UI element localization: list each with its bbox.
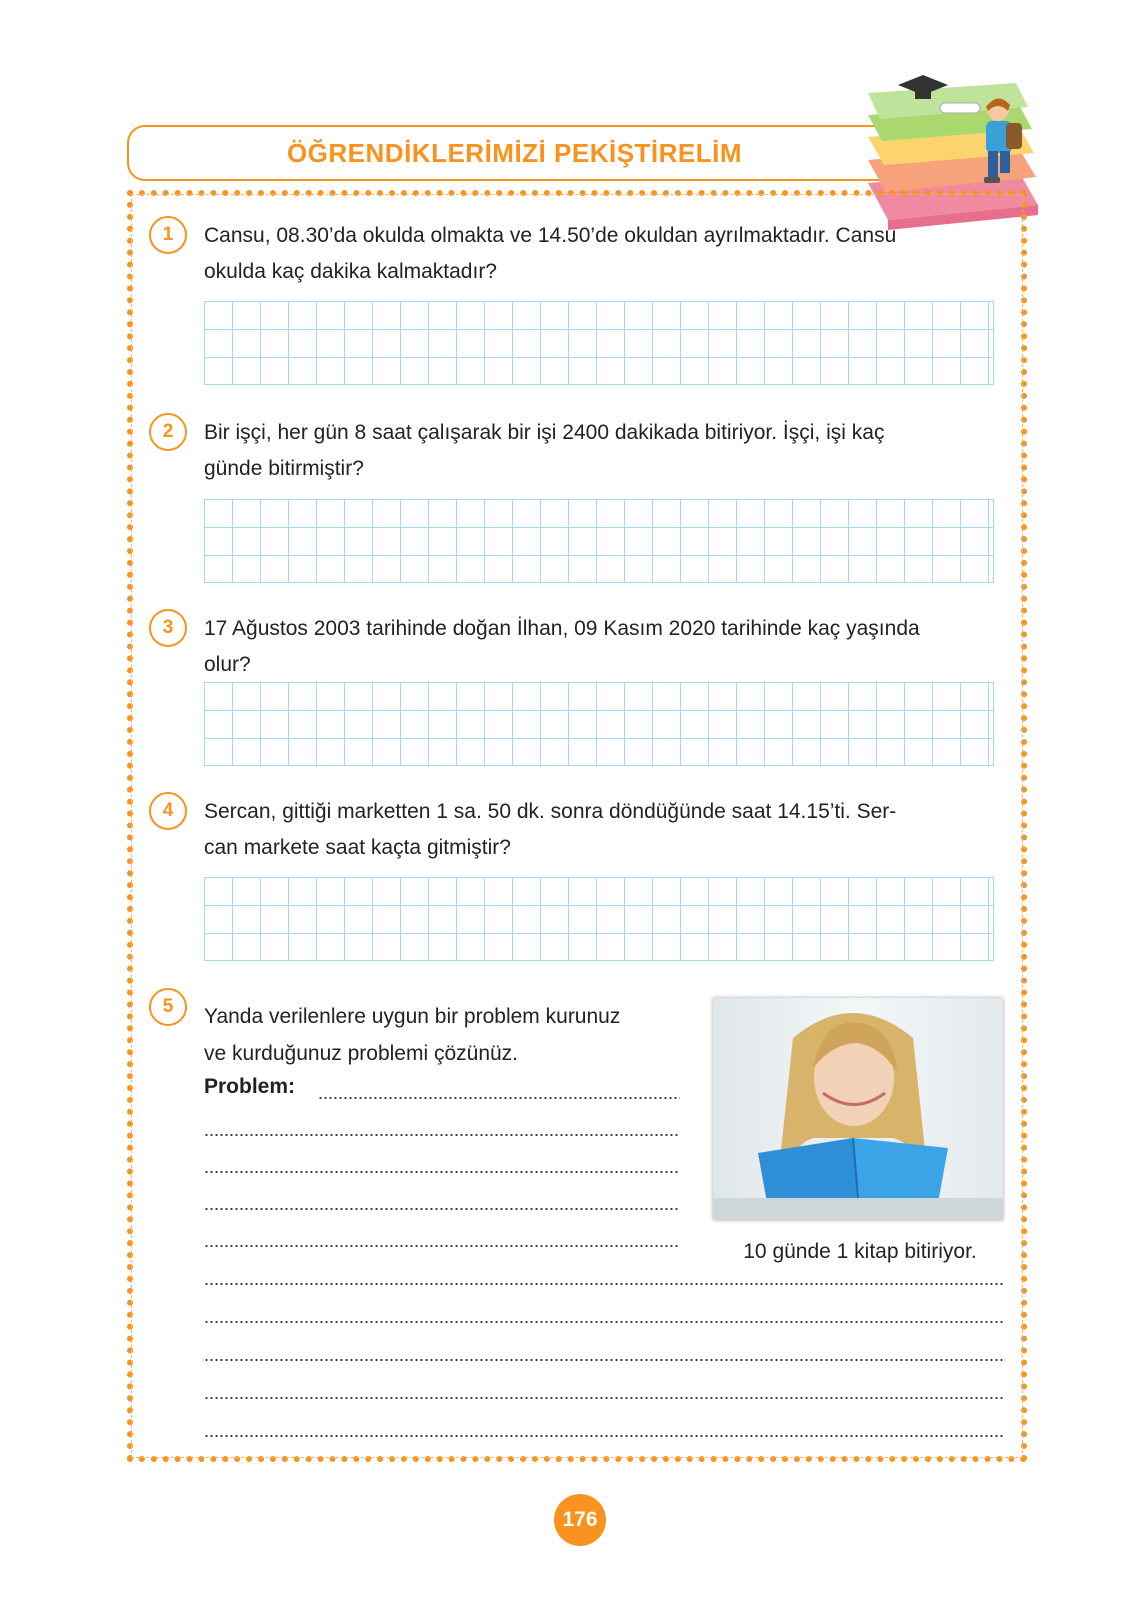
answer-line[interactable] (204, 1245, 680, 1247)
question-2-line-1: Bir işçi, her gün 8 saat çalışarak bir işi 2400 dakikada bitiriyor. İşçi, işi kaç (204, 421, 885, 444)
section-title-box (127, 125, 917, 181)
question-5-text (204, 998, 684, 1072)
question-3-number: 3 (149, 609, 187, 647)
problem-label: Problem: (204, 1075, 296, 1098)
question-4-line-2: can markete saat kaçta gitmiştir? (204, 836, 511, 859)
question-4-number: 4 (149, 792, 187, 830)
question-2-number: 2 (149, 413, 187, 451)
question-1-number: 1 (149, 216, 187, 254)
question-2-text (204, 415, 1010, 487)
question-2-line-2: günde bitirmiştir? (204, 457, 364, 480)
answer-line[interactable] (204, 1435, 1004, 1437)
question-1-text (204, 218, 1010, 290)
question-1-line-1: Cansu, 08.30’da okulda olmakta ve 14.50’de okuldan ayrılmaktadır. Cansu (204, 224, 897, 247)
question-3-line-2: olur? (204, 653, 251, 676)
photo-caption: 10 günde 1 kitap bitiriyor. (743, 1240, 977, 1263)
question-3-text (204, 611, 1010, 683)
question-2-answer-grid[interactable] (204, 499, 994, 583)
answer-line[interactable] (204, 1283, 1004, 1285)
answer-line[interactable] (204, 1397, 1004, 1399)
answer-line[interactable] (318, 1097, 680, 1099)
section-title: ÖĞRENDİKLERİMİZİ PEKİŞTİRELİM (286, 137, 743, 168)
answer-line[interactable] (204, 1359, 1004, 1361)
question-3-line-1: 17 Ağustos 2003 tarihinde doğan İlhan, 09 Kasım 2020 tarihinde kaç yaşında (204, 617, 920, 640)
question-5-line-1: Yanda verilenlere uygun bir problem kurunuz (204, 1005, 621, 1028)
question-5-number: 5 (149, 988, 187, 1026)
question-1-line-2: okulda kaç dakika kalmaktadır? (204, 260, 497, 283)
question-4-text (204, 794, 1010, 866)
question-1-answer-grid[interactable] (204, 301, 994, 385)
question-4-answer-grid[interactable] (204, 877, 994, 961)
page-number: 176 (554, 1494, 606, 1546)
answer-line[interactable] (204, 1208, 680, 1210)
answer-line[interactable] (204, 1321, 1004, 1323)
question-5-line-2: ve kurduğunuz problemi çözünüz. (204, 1042, 519, 1065)
question-3-answer-grid[interactable] (204, 682, 994, 766)
girl-reading-photo (713, 998, 1003, 1220)
question-4-line-1: Sercan, gittiği marketten 1 sa. 50 dk. sonra döndüğünde saat 14.15’ti. Ser- (204, 800, 897, 823)
answer-line[interactable] (204, 1134, 680, 1136)
answer-line[interactable] (204, 1171, 680, 1173)
